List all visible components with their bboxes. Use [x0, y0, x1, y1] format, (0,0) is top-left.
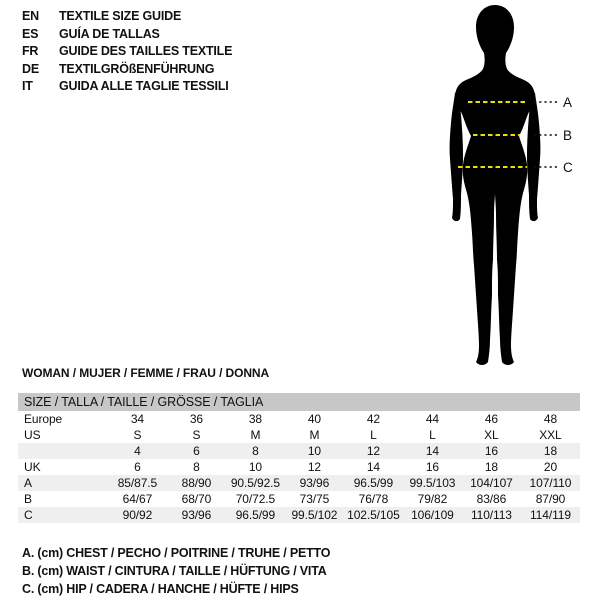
size-cell: 48 — [543, 412, 558, 426]
size-cell: 93/96 — [285, 475, 344, 491]
row-label: A — [18, 475, 108, 491]
size-cell: 70/72.5 — [235, 492, 276, 506]
silhouette-right-arm — [527, 93, 540, 221]
size-cell: 110/113 — [462, 507, 521, 523]
language-label: GUIDA ALLE TAGLIE TESSILI — [59, 79, 229, 93]
size-cell: 73/75 — [299, 492, 330, 506]
size-cell: 8 — [226, 443, 285, 459]
size-cell: 8 — [193, 460, 200, 474]
size-cell: 93/96 — [167, 507, 226, 523]
size-cell: 40 — [307, 412, 321, 426]
size-cell: 90/92 — [108, 507, 167, 523]
language-label: TEXTILGRÖßENFÜHRUNG — [59, 61, 215, 76]
size-cell: 44 — [425, 412, 439, 426]
size-table-wrap — [18, 393, 580, 523]
row-label: UK — [24, 460, 41, 474]
size-cell: 12 — [307, 460, 321, 474]
size-cell: 38 — [248, 412, 262, 426]
language-row-en — [22, 8, 232, 26]
size-cell: 18 — [484, 460, 498, 474]
size-cell: L — [429, 428, 436, 442]
legend-line-c: C. (cm) HIP / CADERA / HANCHE / HÜFTE / HIPS — [22, 582, 299, 596]
size-cell: 16 — [425, 460, 439, 474]
woman-silhouette — [450, 5, 541, 365]
size-cell: 76/78 — [358, 492, 389, 506]
size-cell: 107/110 — [521, 475, 580, 491]
size-cell: 106/109 — [403, 507, 462, 523]
table-row — [18, 475, 580, 491]
language-label: GUÍA DE TALLAS — [59, 26, 160, 41]
size-cell: 10 — [285, 443, 344, 459]
size-cell: S — [133, 428, 142, 442]
silhouette-body — [455, 5, 535, 365]
row-label: US — [24, 428, 41, 442]
row-label: Europe — [24, 412, 63, 426]
size-table-body — [18, 411, 580, 523]
table-row — [18, 507, 580, 523]
size-cell: 4 — [108, 443, 167, 459]
size-cell: XL — [484, 428, 499, 442]
language-row-de — [22, 61, 232, 79]
language-label: GUIDE DES TAILLES TEXTILE — [59, 44, 233, 58]
size-cell: 42 — [366, 412, 380, 426]
size-cell: 87/90 — [535, 492, 566, 506]
size-cell: 6 — [134, 460, 141, 474]
size-cell: S — [192, 428, 201, 442]
size-cell: 114/119 — [521, 507, 580, 523]
language-row-es — [22, 26, 232, 44]
silhouette-left-arm — [450, 93, 463, 221]
size-cell: 36 — [189, 412, 203, 426]
language-code: EN — [22, 9, 39, 23]
language-label: TEXTILE SIZE GUIDE — [59, 9, 182, 23]
legend-line-b: B. (cm) WAIST / CINTURA / TAILLE / HÜFTUNG / VITA — [22, 564, 327, 578]
language-code: FR — [22, 44, 39, 58]
size-cell: 104/107 — [462, 475, 521, 491]
table-row — [18, 411, 580, 427]
measure-label-c: C — [563, 160, 573, 175]
size-cell: 14 — [366, 460, 380, 474]
row-label: C — [18, 507, 108, 523]
woman-silhouette-figure — [435, 5, 600, 370]
row-label — [18, 443, 108, 459]
size-cell: 96.5/99 — [226, 507, 285, 523]
size-cell: 14 — [403, 443, 462, 459]
size-cell: M — [309, 428, 320, 442]
size-table — [18, 393, 580, 523]
size-cell: 83/86 — [476, 492, 507, 506]
measure-label-b: B — [563, 128, 573, 143]
measurement-legend — [22, 544, 330, 598]
section-title: WOMAN / MUJER / FEMME / FRAU / DONNA — [22, 366, 270, 380]
size-cell: 34 — [130, 412, 144, 426]
woman-silhouette-svg — [435, 5, 600, 370]
size-cell: 10 — [248, 460, 262, 474]
language-row-fr — [22, 43, 232, 61]
measure-label-a: A — [563, 95, 573, 110]
size-cell: 88/90 — [167, 475, 226, 491]
size-cell: 99.5/103 — [403, 475, 462, 491]
size-cell: XXL — [539, 428, 562, 442]
row-label: B — [24, 492, 32, 506]
language-list — [22, 8, 232, 96]
size-cell: 102.5/105 — [344, 507, 403, 523]
size-cell: 68/70 — [181, 492, 212, 506]
table-row — [18, 427, 580, 443]
size-cell: 20 — [543, 460, 558, 474]
size-cell: 46 — [484, 412, 498, 426]
size-cell: 90.5/92.5 — [226, 475, 285, 491]
size-cell: 6 — [167, 443, 226, 459]
size-cell: 18 — [521, 443, 580, 459]
size-cell: L — [370, 428, 377, 442]
language-code: ES — [22, 26, 39, 41]
table-row — [18, 459, 580, 475]
size-cell: 79/82 — [417, 492, 448, 506]
size-cell: 64/67 — [122, 492, 153, 506]
size-cell: 16 — [462, 443, 521, 459]
legend-line-a: A. (cm) CHEST / PECHO / POITRINE / TRUHE / PETTO — [22, 546, 331, 560]
table-row — [18, 443, 580, 459]
language-code: IT — [22, 79, 33, 93]
language-code: DE — [22, 61, 39, 76]
size-cell: 85/87.5 — [108, 475, 167, 491]
table-row — [18, 491, 580, 507]
size-cell: 99.5/102 — [285, 507, 344, 523]
size-cell: M — [250, 428, 261, 442]
size-cell: 12 — [344, 443, 403, 459]
size-table-header: SIZE / TALLA / TAILLE / GRÖSSE / TAGLIA — [18, 393, 580, 411]
language-row-it — [22, 78, 232, 96]
size-cell: 96.5/99 — [344, 475, 403, 491]
